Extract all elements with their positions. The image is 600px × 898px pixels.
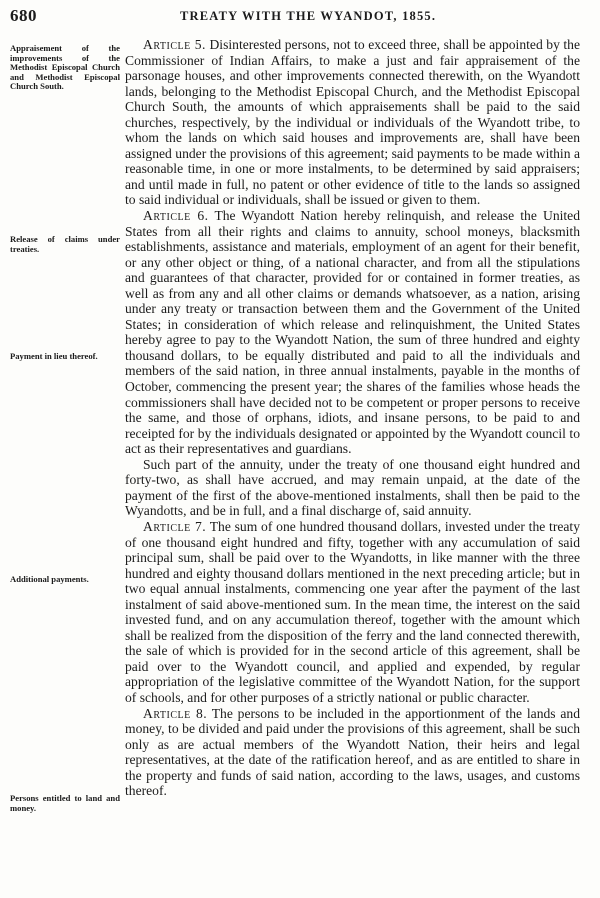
article-8-heading: Article 8. bbox=[143, 705, 208, 721]
article-8 bbox=[125, 706, 580, 799]
margin-note-payment-in-lieu: Payment in lieu thereof. bbox=[10, 351, 98, 361]
article-6-annuity-paragraph bbox=[125, 457, 580, 519]
article-6-text: The Wyandott Nation hereby relinquish, and release the United States from all their rights and claims to annuity, school moneys, blacksmith establishments, assistance and materials, employment of an agent for their benefit, or any other object or thing, of a national character, and from all the stipulations and guarantees of that character, provided for or contained in former treaties, as well as from any and all other claims or demands whatsoever, as a nation, arising under any treaty or transaction between them and the Government of the United States; in consideration of which release and relinquishment, the United States hereby agree to pay to the Wyandott Nation, the sum of three hundred and eighty thousand dollars, to be equally distributed and paid to all the individuals and members of the said nation, in three annual instalments, payable in the months of October, commencing the present year; the shares of the families whose heads the commissioners shall have decided not to be competent or proper persons to receive the same, and those of orphans, idiots, and insane persons, to be paid to and receipted for by the individuals designated or appointed by the Wyandott council to act as their representatives and guardians. bbox=[125, 208, 580, 457]
article-7-heading: Article 7. bbox=[143, 518, 207, 534]
page-number: 680 bbox=[10, 6, 37, 25]
article-6 bbox=[125, 208, 580, 457]
annuity-paragraph-text: Such part of the annuity, under the treaty of one thousand eight hundred and forty-two, as shall have accrued, and may remain unpaid, at the date of the payment of the first of the above-mentioned instalments, shall then be paid to the Wyandotts, and be in full, and a final discharge of, said annuity. bbox=[125, 456, 580, 519]
article-7-text: The sum of one hundred thousand dollars, invested under the treaty of one thousand eight hundred and fifty, together with any accumulation of said principal sum, shall be paid over to the Wyandotts, in like manner with the three hundred and eighty thousand dollars mentioned in the next preceding article; but in two equal annual instalments, commencing one year after the payment of the last instalment of said above-mentioned sum. In the mean time, the interest on the said invested fund, and on any accumulation thereof, together with the amount which shall be realized from the disposition of the ferry and the land connected therewith, the sale of which is provided for in the second article of this agreement, shall be paid over to the Wyandott council, and applied and expended, by regular appropriation of the legislative committee of the Wyandott Nation, for the support of schools, and for other purposes of a strictly national or public character. bbox=[125, 518, 580, 705]
treaty-body bbox=[125, 37, 580, 799]
article-5-heading: Article 5. bbox=[143, 37, 206, 52]
article-6-heading: Article 6. bbox=[143, 208, 209, 224]
article-7 bbox=[125, 519, 580, 706]
running-title: TREATY WITH THE WYANDOT, 1855. bbox=[180, 9, 437, 23]
margin-note-additional-payments: Additional payments. bbox=[10, 574, 89, 584]
article-8-text: The persons to be included in the apportionment of the lands and money, to be divided and paid under the provisions of this agreement, shall be such only as are actual members of the Wyandott Nation, their heirs and legal representatives, at the date of the ratification hereof, and as are entitled to share in the property and funds of said nation, according to the laws, usages, and customs thereof. bbox=[125, 705, 580, 799]
article-5-text: Disinterested persons, not to exceed three, shall be appointed by the Commissioner of Indian Affairs, to make a just and fair appraisement of the parsonage houses, and other improvements connected therewith, on the Wyandott lands, belonging to the Methodist Episcopal Church, and the Methodist Episcopal Church South, the amounts of which appraisements shall be paid to the said churches, respectively, by the individual or individuals of the Wyandott tribe, to whom the lands on which said houses and improvements are, shall have been assigned under the provisions of this agreement; said payments to be made within a reasonable time, in one or more instalments, to be determined by said appraisers; and until made in full, no patent or other evidence of title to the lands so assigned to said individual or individuals, shall be issued or given to them. bbox=[125, 37, 581, 208]
margin-note-release-of-claims: Release of claims under treaties. bbox=[10, 234, 120, 254]
margin-note-persons-entitled: Persons entitled to land and money. bbox=[10, 793, 120, 813]
margin-note-appraisement: Appraisement of the improvements of the Methodist Episcopal Church and Methodist Episcopal Church South. bbox=[10, 43, 120, 91]
article-5 bbox=[125, 37, 580, 208]
